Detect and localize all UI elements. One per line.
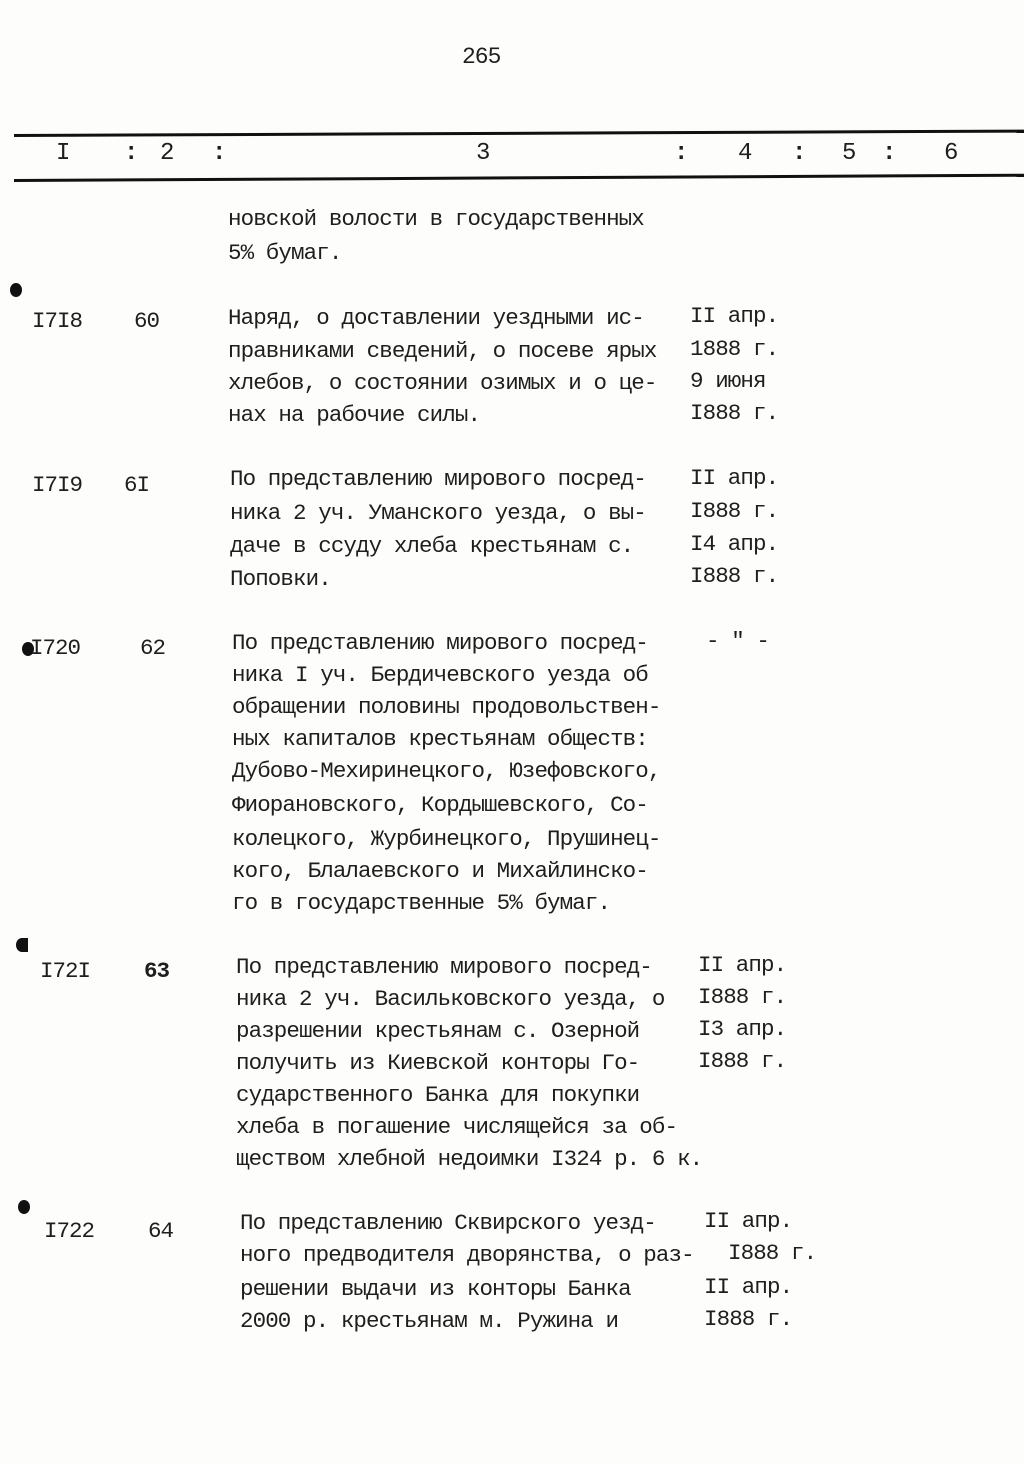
description-line: ного предводителя дворянства, о раз- [240, 1242, 694, 1268]
description-line: По представлению Сквирского уезд- [240, 1210, 656, 1236]
description-line: ника I уч. Бердичевского уезда об [232, 662, 648, 688]
item-number: 6I [124, 472, 150, 498]
description-line: ществом хлебной недоимки I324 р. 6 к. [236, 1146, 703, 1172]
description-line: получить из Киевской конторы Го- [236, 1050, 640, 1076]
date-line: I888 г. [728, 1240, 817, 1266]
date-line: II апр. [704, 1208, 793, 1234]
date-line: I888 г. [704, 1306, 793, 1332]
date-line: I888 г. [698, 1048, 787, 1074]
description-line: Дубово-Мехиринецкого, Юзефовского, [232, 758, 661, 784]
punch-hole-mark [18, 1200, 30, 1214]
record-number: I7I9 [32, 472, 83, 498]
description-line: По представлению мирового посред- [236, 954, 652, 980]
date-line: I888 г. [690, 563, 779, 589]
text-line: 5% бумаг. [228, 240, 342, 266]
column-separator: : [124, 140, 139, 167]
description-line: ных капиталов крестьянам обществ: [232, 726, 648, 752]
column-header-5: 5 [842, 140, 857, 167]
column-header-6: 6 [944, 140, 959, 167]
date-line: 1888 г. [690, 336, 779, 362]
record-number: I722 [44, 1218, 95, 1244]
date-line: I888 г. [698, 984, 787, 1010]
item-number: 62 [140, 635, 166, 661]
description-line: правниками сведений, о посеве ярых [228, 338, 657, 364]
description-line: ника 2 уч. Уманского уезда, о вы- [230, 500, 646, 526]
header-bottom-rule [14, 174, 1024, 182]
header-top-rule [14, 130, 1024, 137]
item-number: 64 [148, 1218, 174, 1244]
date-line: II апр. [690, 303, 779, 329]
item-number: 63 [144, 958, 170, 984]
date-line: I888 г. [690, 400, 779, 426]
text-line: новской волости в государственных [228, 206, 644, 232]
description-line: кого, Блалаевского и Михайлинско- [232, 858, 648, 884]
item-number: 60 [134, 308, 160, 334]
description-line: даче в ссуду хлеба крестьянам с. [230, 533, 634, 559]
date-line: I4 апр. [690, 531, 779, 557]
description-line: Наряд, о доставлении уездными ис- [228, 305, 644, 331]
description-line: го в государственные 5% бумаг. [232, 890, 611, 916]
record-number: I720 [30, 635, 81, 661]
description-line: Фиорановского, Кордышевского, Со- [232, 792, 648, 818]
column-header-3: 3 [476, 140, 491, 167]
column-separator: : [882, 140, 897, 167]
ditto-mark: - " - [706, 628, 770, 654]
date-line: 9 июня [690, 368, 766, 394]
description-line: Поповки. [230, 566, 331, 592]
description-line: нах на рабочие силы. [228, 402, 481, 428]
description-line: сударственного Банка для покупки [236, 1082, 640, 1108]
date-line: II апр. [698, 952, 787, 978]
page-number: 265 [462, 44, 501, 70]
description-line: разрешении крестьянам с. Озерной [236, 1018, 640, 1044]
column-header-1: I [56, 140, 71, 167]
description-line: хлебов, о состоянии озимых и о це- [228, 370, 657, 396]
column-separator: : [792, 140, 807, 167]
description-line: решении выдачи из конторы Банка [240, 1276, 631, 1302]
record-number: I72I [40, 958, 91, 984]
column-separator: : [212, 140, 227, 167]
description-line: По представлению мирового посред- [230, 466, 646, 492]
punch-hole-mark [10, 283, 22, 297]
description-line: колецкого, Журбинецкого, Прушинец- [232, 826, 661, 852]
description-line: хлеба в погашение числящейся за об- [236, 1114, 678, 1140]
description-line: обращении половины продовольствен- [232, 694, 661, 720]
description-line: По представлению мирового посред- [232, 630, 648, 656]
punch-hole-mark [16, 938, 28, 952]
date-line: I3 апр. [698, 1016, 787, 1042]
column-separator: : [674, 140, 689, 167]
column-header-4: 4 [738, 140, 753, 167]
description-line: 2000 р. крестьянам м. Ружина и [240, 1308, 619, 1334]
date-line: II апр. [704, 1274, 793, 1300]
date-line: I888 г. [690, 498, 779, 524]
column-header-2: 2 [160, 140, 175, 167]
date-line: II апр. [690, 465, 779, 491]
description-line: ника 2 уч. Васильковского уезда, о [236, 986, 665, 1012]
record-number: I7I8 [32, 308, 83, 334]
